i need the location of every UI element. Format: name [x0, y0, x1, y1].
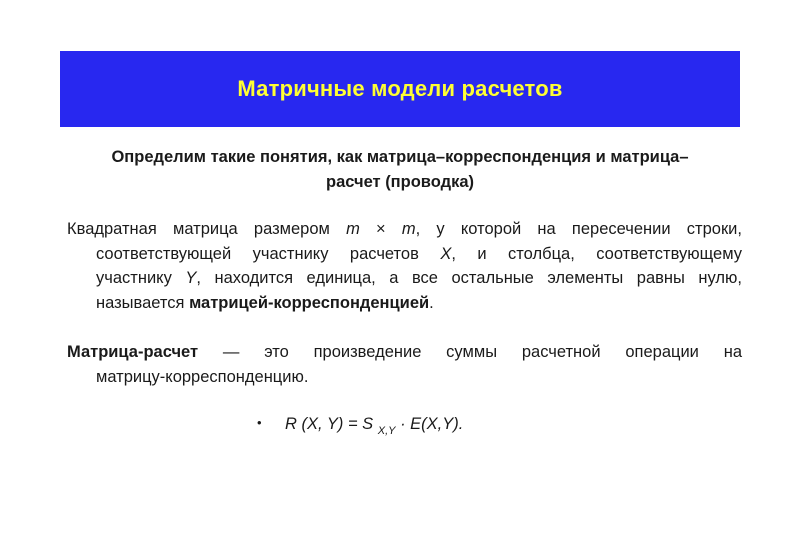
title-banner: [60, 51, 740, 127]
matrix-calc-line-2: матрицу-корреспонденцию.: [96, 367, 309, 386]
var-x: X: [440, 244, 452, 263]
formula-subscript: X,Y: [377, 425, 396, 437]
text-run: Квадратная матрица размером: [67, 220, 347, 238]
matrix-calc-line-1: [67, 340, 742, 365]
slide-title: Матричные модели расчетов: [237, 76, 563, 101]
var-y: Y: [185, 269, 197, 287]
matrix-calc-paragraph: [67, 340, 742, 389]
text-run: участнику: [96, 269, 186, 287]
times-sign: ×: [359, 220, 402, 238]
var-m: m: [401, 220, 416, 238]
slide-subtitle: [70, 145, 730, 195]
definition-line-3: [67, 266, 742, 291]
definition-line-1: [67, 217, 742, 242]
formula-rhs: · E(X,Y).: [395, 415, 464, 433]
text-run: .: [429, 293, 434, 312]
term-matrix-calc: Матрица-расчет: [67, 343, 199, 361]
text-run: соответствующей участнику расчетов: [96, 244, 441, 263]
text-run: называется: [96, 293, 190, 312]
bullet-icon: •: [257, 415, 262, 430]
term-matrix-correspondence: матрицей-корреспонденцией: [189, 293, 430, 312]
subtitle-line-1: Определим такие понятия, как матрица–корреспонденция и матрица–: [111, 148, 689, 166]
var-m: m: [346, 220, 360, 238]
formula-item: [257, 411, 463, 443]
definition-line-4: [67, 291, 742, 316]
text-run: — это произведение суммы расчетной операции на: [198, 343, 742, 361]
definition-line-2: [67, 242, 742, 267]
formula-lhs: R (X, Y) = S: [285, 415, 378, 433]
text-run: , находится единица, а все остальные элементы равны нулю,: [196, 269, 742, 287]
text-run: , у которой на пересечении строки,: [415, 220, 742, 238]
definition-paragraph: [67, 217, 742, 315]
subtitle-line-2: расчет (проводка): [325, 173, 475, 191]
text-run: , и столбца, соответствующему: [451, 244, 742, 263]
